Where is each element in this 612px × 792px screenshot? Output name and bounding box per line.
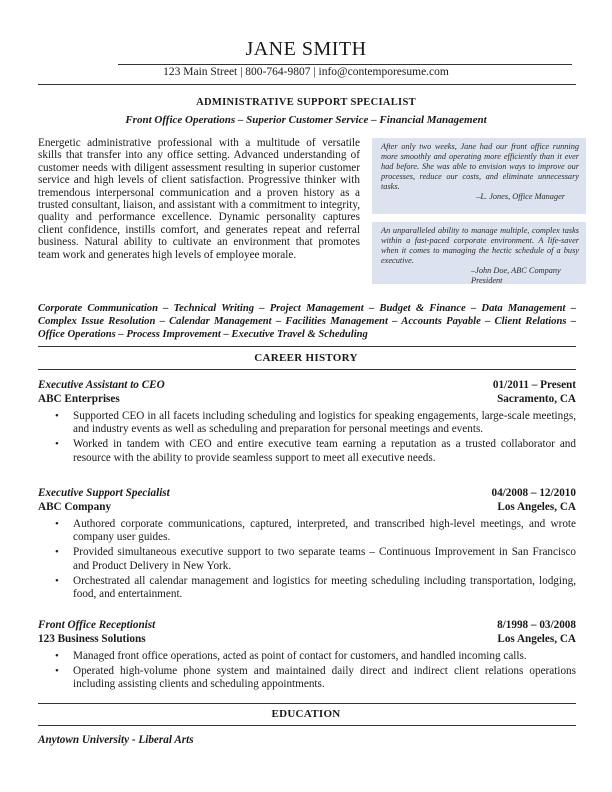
testimonial-author: –John Doe, ABC Company President xyxy=(471,266,561,286)
list-item: • Provided simultaneous executive support to two separate teams – Continuous Improvement in San Francisco and Product Delivery in New York. xyxy=(55,546,576,573)
job-company: ABC Company xyxy=(38,501,112,513)
job-role: Executive Assistant to CEO xyxy=(38,379,165,391)
list-item: • Authored corporate communications, captured, interpreted, and transcribed high-level meetings, and wrote company user guides. xyxy=(55,518,576,545)
job-dates: 04/2008 – 12/2010 xyxy=(491,487,576,499)
career-divider xyxy=(38,346,576,347)
professional-summary: Energetic administrative professional with a multitude of versatile skills that transfer into any office setting. Advanced understanding of customer needs with diligent assessment resulting in superior customer service and high levels of client satisfaction. Progressive thinker with tremendous interpersonal communication and a proven history as a trusted consultant, liaison, and assistant with a commitment to integrity, quality and performance excellence. Dynamic personality captures client confidence, instills comfort, and generates repeat and referral business. Natural ability to cultivate an environment that promotes team work and generates high levels of employee morale. xyxy=(38,137,360,261)
education-entry: Anytown University - Liberal Arts xyxy=(38,734,194,746)
list-item: • Supported CEO in all facets including scheduling and logistics for speaking engagements, large-scale meetings, and industry events as well as scheduling and preparation for personal meetings and events. xyxy=(55,410,576,437)
job-company-row xyxy=(38,633,576,645)
education-heading: EDUCATION xyxy=(271,708,341,720)
job-dates: 8/1998 – 03/2008 xyxy=(497,619,576,631)
list-item: • Operated high-volume phone system and maintained daily direct and indirect client relations operations including assisting clients and scheduling appointments. xyxy=(55,665,576,692)
list-item: • Worked in tandem with CEO and entire executive team earning a reputation as a trusted collaborator and resource with the ability to provide seamless support to meet all executive needs. xyxy=(55,438,576,465)
testimonial-box xyxy=(372,222,586,284)
job-bullets xyxy=(55,650,576,693)
header-divider xyxy=(118,64,572,65)
job-role: Front Office Receptionist xyxy=(38,619,156,631)
job-company-row xyxy=(38,393,576,405)
job-location: Sacramento, CA xyxy=(497,393,576,405)
job-role: Executive Support Specialist xyxy=(38,487,170,499)
job-location: Los Angeles, CA xyxy=(497,633,576,645)
job-dates: 01/2011 – Present xyxy=(492,379,576,391)
skills-list: Corporate Communication – Technical Writing – Project Management – Budget & Finance – Data Management – Complex Issue Resolution – Calendar Management – Facilities Management – Accounts Payable – Client Relations – Office Operations – Process Improvement – Executive Travel & Scheduling xyxy=(38,303,576,341)
job-company: ABC Enterprises xyxy=(38,393,120,405)
testimonial-text: An unparalleled ability to manage multiple, complex tasks within a fast-paced corporate environment. A life-saver when it comes to managing the hectic schedule of a busy executive. xyxy=(381,226,579,266)
job-bullets xyxy=(55,410,576,467)
career-heading: CAREER HISTORY xyxy=(254,352,358,364)
target-position: ADMINISTRATIVE SUPPORT SPECIALIST xyxy=(196,97,416,108)
job-header xyxy=(38,619,576,631)
contact-line: 123 Main Street | 800-764-9807 | info@contemporesume.com xyxy=(163,66,449,78)
list-item: • Orchestrated all calendar management and logistics for meeting scheduling including transportation, lodging, food, and entertainment. xyxy=(55,575,576,602)
career-divider xyxy=(38,369,576,370)
resume-name: JANE SMITH xyxy=(245,38,367,60)
job-location: Los Angeles, CA xyxy=(497,501,576,513)
job-header xyxy=(38,379,576,391)
education-divider xyxy=(38,703,576,704)
testimonial-box xyxy=(372,138,586,214)
list-item: • Managed front office operations, acted as point of contact for customers, and handled incoming calls. xyxy=(55,650,576,663)
job-bullets xyxy=(55,518,576,603)
education-divider xyxy=(38,725,576,726)
job-company: 123 Business Solutions xyxy=(38,633,146,645)
job-header xyxy=(38,487,576,499)
testimonial-text: After only two weeks, Jane had our front office running more smoothly and operating more efficiently than it ever had before. She was able to envision ways to improve our processes, reduce our costs, and eliminate unnecessary tasks. xyxy=(381,142,579,192)
contact-divider xyxy=(38,84,576,85)
specialties-line: Front Office Operations – Superior Customer Service – Financial Management xyxy=(125,114,487,126)
job-company-row xyxy=(38,501,576,513)
testimonial-author: –L. Jones, Office Manager xyxy=(476,192,565,202)
